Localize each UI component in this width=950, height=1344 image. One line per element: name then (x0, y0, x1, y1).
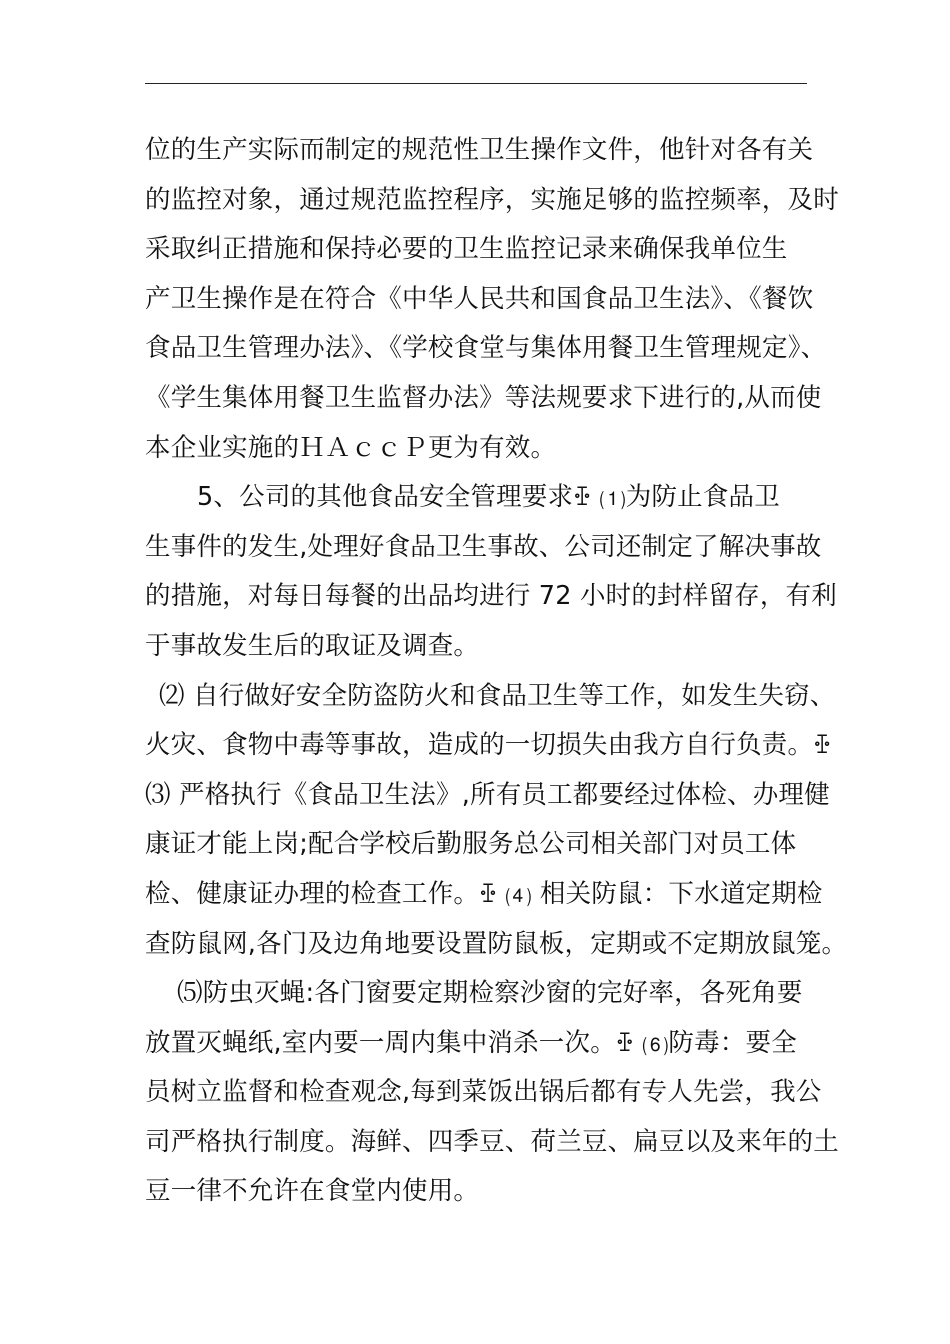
body-text (145, 126, 848, 1217)
text-line: 食品卫生管理办法》、《学校食堂与集体用餐卫生管理规定》、 (145, 333, 827, 364)
header-rule (145, 83, 807, 84)
list-item-line: ⑵ 自行做好安全防盗防火和食品卫生等工作，如发生失窃、 (159, 680, 836, 711)
text-line: 的监控对象，通过规范监控程序，实施足够的监控频率，及时 (145, 184, 839, 215)
section-heading-line: 5、公司的其他食品安全管理要求ꔀ ⑴为防止食品卫 (197, 482, 780, 513)
text-line: 检、健康证办理的检查工作。ꔀ ⑷ 相关防鼠：下水道定期检 (145, 878, 823, 909)
text-line: 查防鼠网,各门及边角地要设置防鼠板，定期或不定期放鼠笼。 (145, 928, 848, 959)
text-line: 员树立监督和检查观念,每到菜饭出锅后都有专人先尝，我公 (145, 1077, 822, 1108)
text-line: 产卫生操作是在符合《中华人民共和国食品卫生法》、《餐饮 (145, 283, 814, 314)
text-line: 位的生产实际而制定的规范性卫生操作文件，他针对各有关 (145, 135, 814, 165)
text-line: 于事故发生后的取证及调查。 (145, 630, 480, 661)
text-line: 《学生集体用餐卫生监督办法》等法规要求下进行的,从而使 (145, 382, 822, 413)
text-line: 的措施，对每日每餐的出品均进行 72 小时的封样留存，有利 (145, 581, 837, 612)
list-item-line: ⑸防虫灭蝇:各门窗要定期检察沙窗的完好率，各死角要 (177, 978, 803, 1009)
list-item-line: ⑶ 严格执行《食品卫生法》,所有员工都要经过体检、办理健 (145, 779, 830, 810)
text-line: 司严格执行制度。海鲜、四季豆、荷兰豆、扁豆以及来年的土 (145, 1126, 839, 1157)
text-line: 豆一律不允许在食堂内使用。 (145, 1176, 480, 1207)
text-line: 康证才能上岗;配合学校后勤服务总公司相关部门对员工体 (145, 829, 797, 860)
text-line: 本企业实施的ＨＡｃｃＰ更为有效。 (145, 432, 557, 463)
text-line: 采取纠正措施和保持必要的卫生监控记录来确保我单位生 (145, 234, 788, 265)
text-line: 生事件的发生,处理好食品卫生事故、公司还制定了解决事故 (145, 531, 822, 562)
text-line: 火灾、食物中毒等事故，造成的一切损失由我方自行负责。ꔀ (145, 730, 832, 761)
text-line: 放置灭蝇纸,室内要一周内集中消杀一次。ꔀ ⑹防毒：要全 (145, 1027, 797, 1058)
